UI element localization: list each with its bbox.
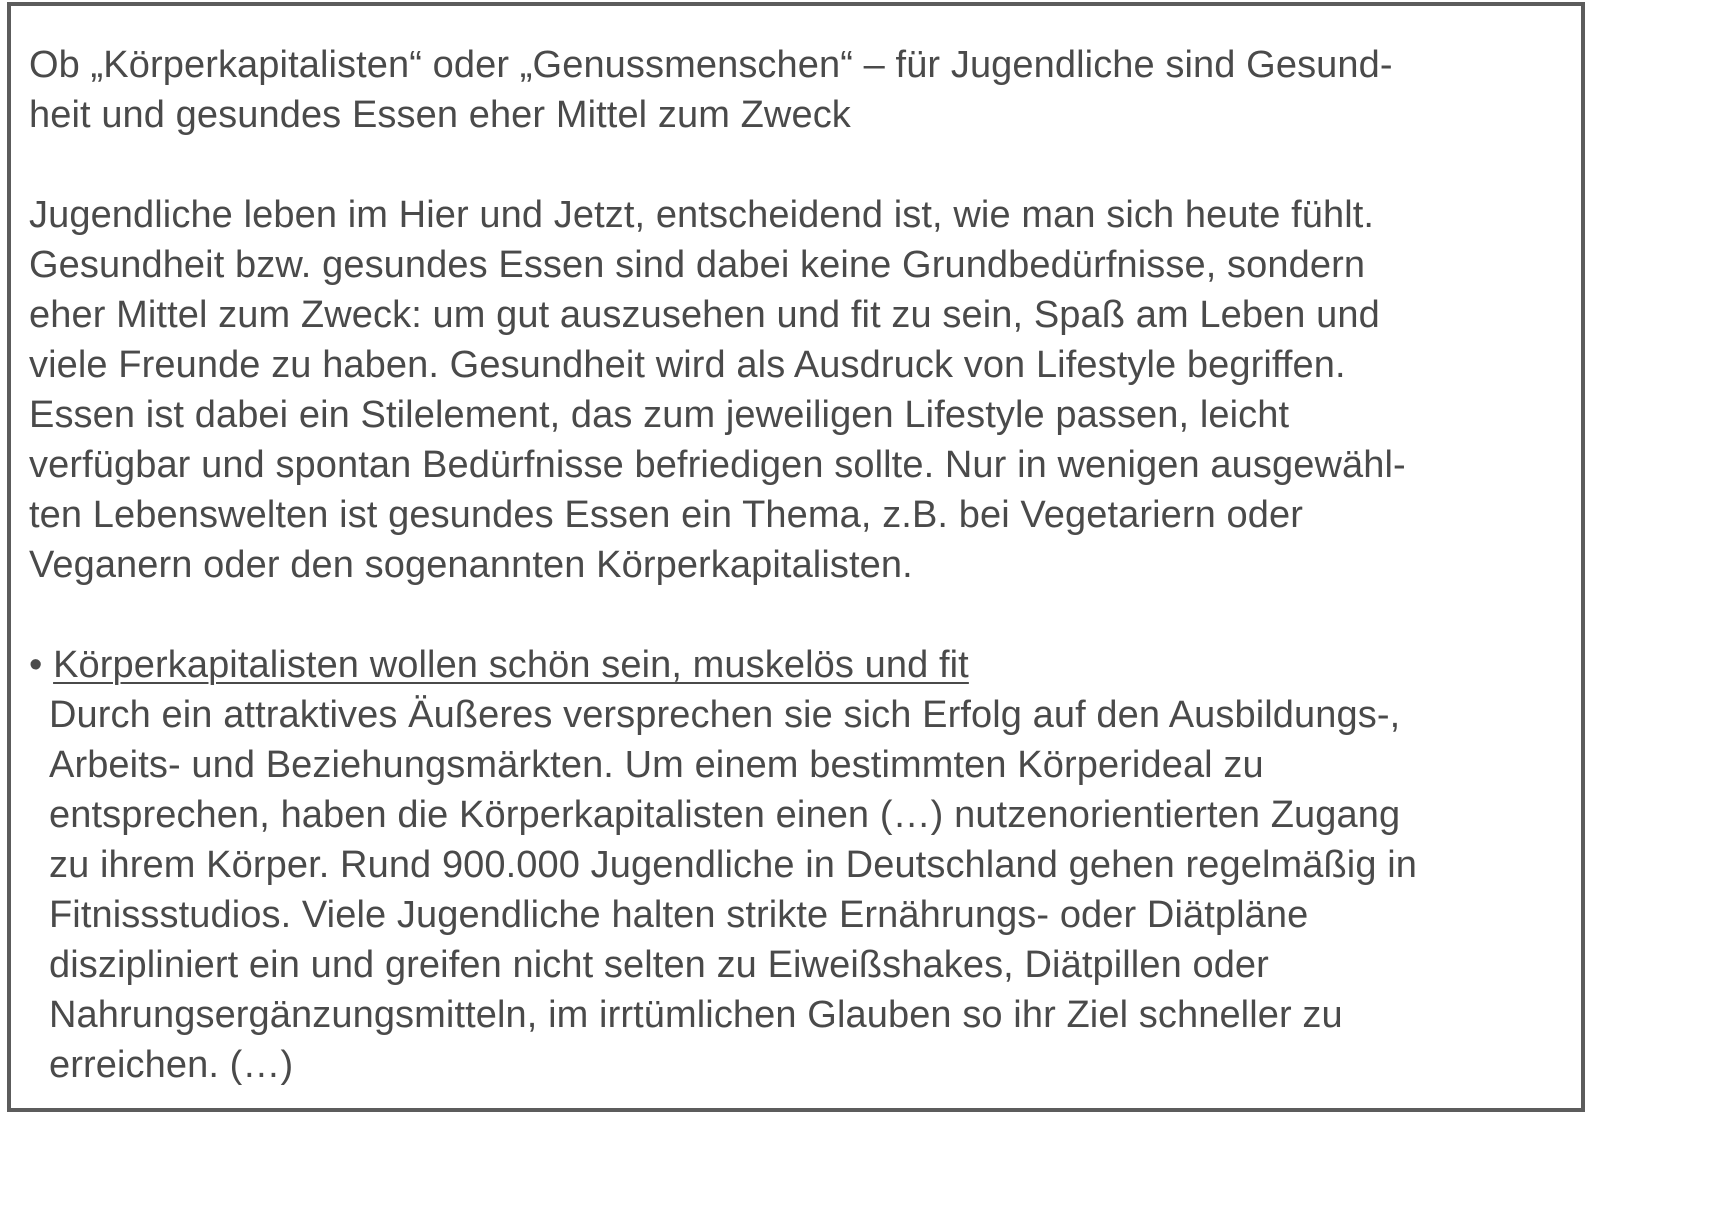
bullet-body	[29, 690, 1563, 1090]
paragraph-line: ten Lebenswelten ist gesundes Essen ein Thema, z.B. bei Vegetariern oder	[29, 494, 1303, 536]
bullet-line: entsprechen, haben die Körperkapitalisten einen (…) nutzenorientierten Zugang	[49, 794, 1401, 836]
bullet-line: Nahrungsergänzungsmitteln, im irrtümlichen Glauben so ihr Ziel schneller zu	[49, 994, 1343, 1036]
text-box	[7, 2, 1585, 1112]
paragraph-line: Gesundheit bzw. gesundes Essen sind dabei keine Grundbedürfnisse, sondern	[29, 244, 1366, 286]
body-paragraph	[29, 190, 1563, 590]
bullet-item	[29, 640, 1563, 1090]
paragraph-line: Veganern oder den sogenannten Körperkapitalisten.	[29, 544, 913, 586]
bullet-line: zu ihrem Körper. Rund 900.000 Jugendliche in Deutschland gehen regelmäßig in	[49, 844, 1418, 886]
bullet-line: Durch ein attraktives Äußeres versprechen sie sich Erfolg auf den Ausbildungs-,	[49, 694, 1401, 736]
bullet-line: Fitnissstudios. Viele Jugendliche halten strikte Ernährungs- oder Diätpläne	[49, 894, 1309, 936]
bullet-line: diszipliniert ein und greifen nicht selten zu Eiweißshakes, Diätpillen oder	[49, 944, 1269, 986]
spacer	[29, 140, 1563, 190]
bullet-title: Körperkapitalisten wollen schön sein, muskelös und fit	[53, 644, 969, 686]
heading-line: Ob „Körperkapitalisten“ oder „Genussmenschen“ – für Jugendliche sind Gesund-	[29, 44, 1393, 86]
paragraph-line: Jugendliche leben im Hier und Jetzt, entscheidend ist, wie man sich heute fühlt.	[29, 194, 1375, 236]
paragraph-line: Essen ist dabei ein Stilelement, das zum jeweiligen Lifestyle passen, leicht	[29, 394, 1290, 436]
heading-line: heit und gesundes Essen eher Mittel zum Zweck	[29, 94, 851, 136]
spacer	[29, 590, 1563, 640]
heading	[29, 40, 1563, 140]
paragraph-line: eher Mittel zum Zweck: um gut auszusehen und fit zu sein, Spaß am Leben und	[29, 294, 1380, 336]
bullet-line: erreichen. (…)	[49, 1044, 294, 1086]
paragraph-line: viele Freunde zu haben. Gesundheit wird als Ausdruck von Lifestyle begriffen.	[29, 344, 1346, 386]
bullet-icon: •	[29, 644, 43, 686]
paragraph-line: verfügbar und spontan Bedürfnisse befriedigen sollte. Nur in wenigen ausgewähl-	[29, 444, 1406, 486]
bullet-line: Arbeits- und Beziehungsmärkten. Um einem bestimmten Körperideal zu	[49, 744, 1264, 786]
bullet-heading-row	[29, 640, 1563, 690]
